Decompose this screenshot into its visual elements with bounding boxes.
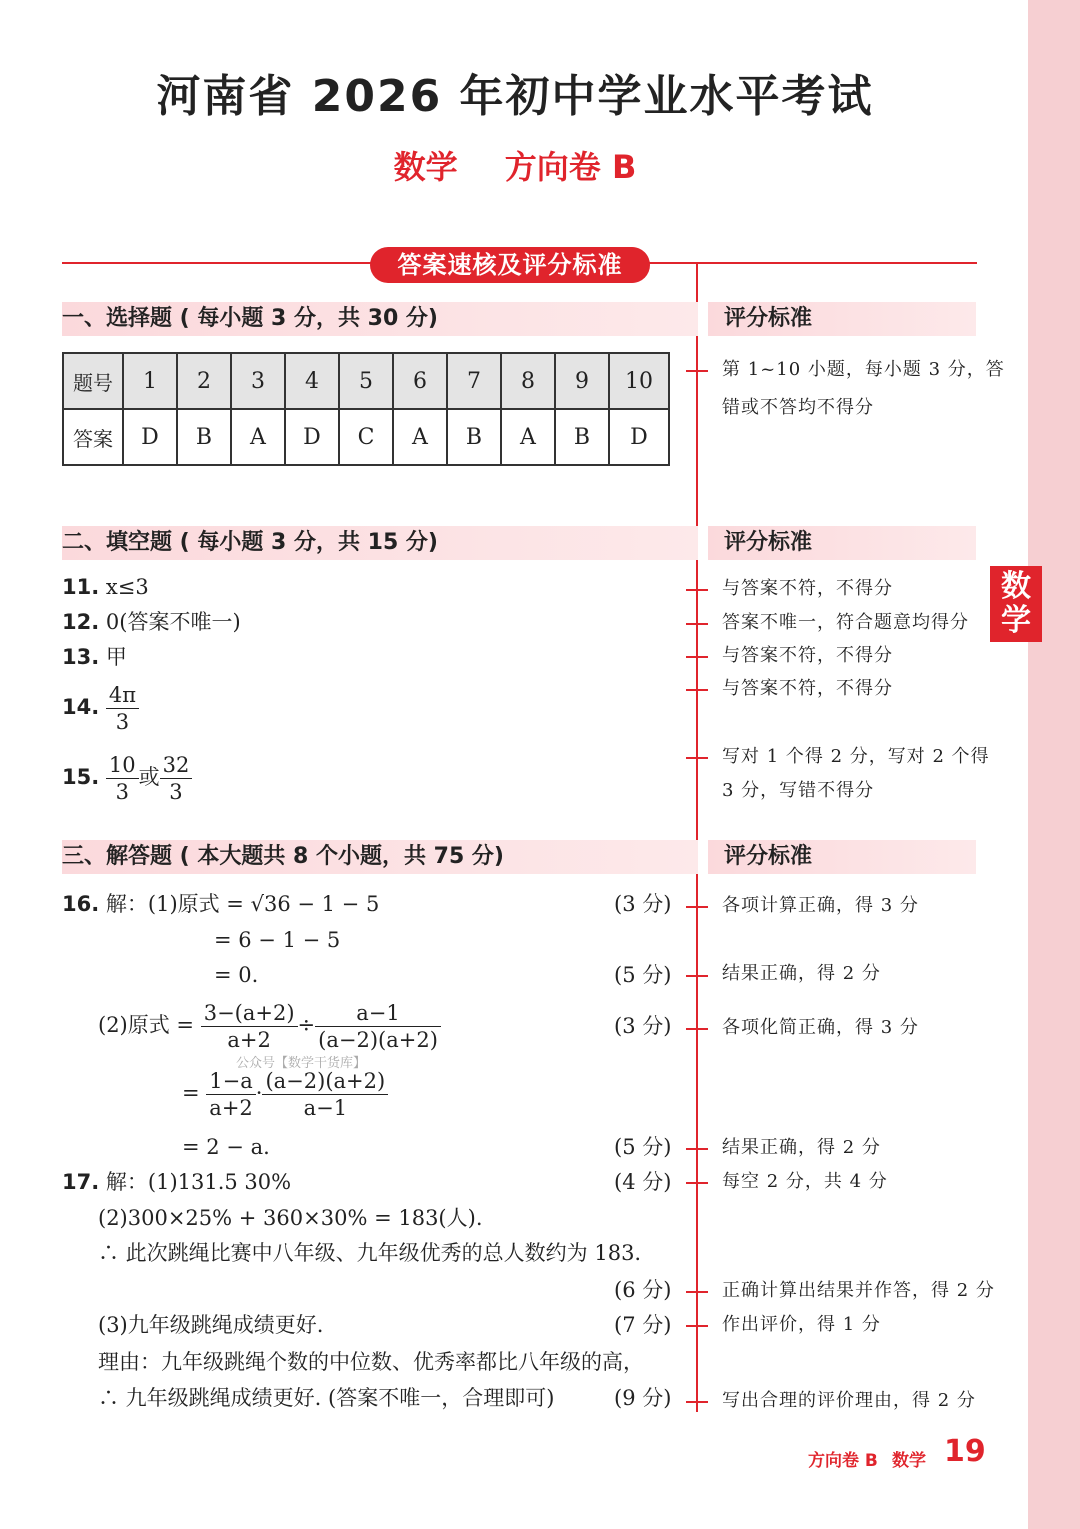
numerator: 32 (160, 752, 193, 779)
denominator: a+2 (209, 1096, 253, 1120)
question-number: 17. (62, 1170, 100, 1194)
divider-vertical (696, 262, 698, 1412)
page-edge-strip (1028, 0, 1080, 1529)
section-header-choice (62, 302, 698, 336)
question-number: 15. (62, 765, 100, 789)
q17-line-6: ∴ 九年级跳绳成绩更好. (答案不唯一，合理即可) (98, 1386, 555, 1410)
section-title: 一、选择题 ( 每小题 3 分，共 30 分) (62, 306, 438, 331)
criteria-title: 评分标准 (724, 844, 813, 869)
section-title: 三、解答题 ( 本大题共 8 个小题，共 75 分) (62, 844, 504, 869)
question-number: 16. (62, 892, 100, 916)
section-header-solve (62, 840, 698, 874)
denominator: 3 (169, 780, 183, 804)
table-cell: 2 (177, 353, 231, 409)
table-cell: 6 (393, 353, 447, 409)
question-number: 12. (62, 610, 100, 634)
numerator: a−1 (315, 1000, 441, 1027)
score-label: (4 分) (614, 1170, 672, 1194)
denominator: 3 (115, 710, 130, 734)
criteria-header-solve (708, 840, 976, 874)
q16-line-4 (98, 1000, 441, 1053)
fraction (160, 752, 193, 805)
criteria-note: 与答案不符，不得分 (722, 645, 893, 666)
criteria-tick (686, 906, 708, 908)
q17-line-5: 理由：九年级跳绳个数的中位数、优秀率都比八年级的高， (98, 1350, 644, 1374)
score-label: (5 分) (614, 1135, 672, 1159)
numerator: 10 (106, 752, 139, 779)
table-cell: A (393, 409, 447, 465)
denominator: 3 (115, 780, 129, 804)
criteria-tick (686, 1148, 708, 1150)
subject-side-tab: 数学 (990, 566, 1042, 642)
criteria-tick (686, 689, 708, 691)
page-number: 19 (944, 1434, 986, 1469)
table-cell: A (501, 409, 555, 465)
table-cell: D (285, 409, 339, 465)
denominator: (a−2)(a+2) (318, 1028, 438, 1052)
section-banner: 答案速核及评分标准 (370, 247, 650, 283)
table-cell: 4 (285, 353, 339, 409)
footer-subject: 数学 (892, 1451, 926, 1471)
criteria-header-choice (708, 302, 976, 336)
criteria-note: 写对 1 个得 2 分，写对 2 个得 (722, 746, 990, 767)
table-row (63, 409, 669, 465)
criteria-tick (686, 1401, 708, 1403)
criteria-note: 第 1~10 小题，每小题 3 分，答 (722, 359, 1005, 380)
q17-line-3: ∴ 此次跳绳比赛中八年级、九年级优秀的总人数约为 183. (98, 1241, 642, 1265)
score-label: (3 分) (614, 892, 672, 916)
section-header-fill (62, 526, 698, 560)
operator: · (255, 1081, 263, 1105)
criteria-tick (686, 1325, 708, 1327)
criteria-note: 各项化简正确，得 3 分 (722, 1017, 919, 1038)
numerator: (a−2)(a+2) (262, 1068, 388, 1095)
subject-label: 数学 (393, 148, 458, 186)
answer-14 (62, 682, 139, 735)
criteria-note: 每空 2 分，共 4 分 (722, 1171, 888, 1192)
or-text: 或 (138, 765, 160, 789)
fraction (106, 682, 139, 735)
criteria-title: 评分标准 (724, 530, 813, 555)
criteria-note: 3 分，写错不得分 (722, 780, 875, 801)
question-number: 11. (62, 575, 100, 599)
table-cell: A (231, 409, 285, 465)
solution-text: (2)原式 = (98, 1013, 195, 1037)
table-cell: B (555, 409, 609, 465)
score-label: (9 分) (614, 1386, 672, 1410)
watermark: 公众号【数学干货库】 (236, 1056, 367, 1071)
numerator: 1−a (206, 1068, 255, 1095)
q17-line-1 (62, 1169, 291, 1195)
numerator: 4π (106, 682, 139, 709)
table-cell: 3 (231, 353, 285, 409)
denominator: a−1 (303, 1096, 348, 1120)
criteria-tick (686, 370, 708, 372)
table-cell: 1 (123, 353, 177, 409)
answer-12 (62, 609, 241, 635)
score-label: (3 分) (614, 1014, 672, 1038)
criteria-note: 结果正确，得 2 分 (722, 1137, 881, 1158)
table-cell: 7 (447, 353, 501, 409)
score-label: (6 分) (614, 1278, 672, 1302)
answer-text: x≤3 (105, 575, 149, 599)
criteria-note: 各项计算正确，得 3 分 (722, 895, 919, 916)
section-title: 二、填空题 ( 每小题 3 分，共 15 分) (62, 530, 438, 555)
criteria-tick (686, 1028, 708, 1030)
criteria-note: 作出评价，得 1 分 (722, 1314, 881, 1335)
page-subtitle (0, 142, 1030, 188)
page-title: 河南省 2026 年初中学业水平考试 (156, 71, 874, 122)
row-label: 答案 (63, 409, 123, 465)
criteria-tick (686, 623, 708, 625)
criteria-note: 与答案不符，不得分 (722, 578, 893, 599)
table-cell: 9 (555, 353, 609, 409)
criteria-tick (686, 656, 708, 658)
fraction (201, 1000, 298, 1053)
table-cell: B (447, 409, 501, 465)
criteria-note: 结果正确，得 2 分 (722, 963, 881, 984)
table-cell: B (177, 409, 231, 465)
q16-line-3: = 0. (214, 963, 259, 987)
operator: ÷ (297, 1013, 316, 1037)
paper-label: 方向卷 B (504, 148, 637, 186)
criteria-tick (686, 589, 708, 591)
table-cell: 8 (501, 353, 555, 409)
criteria-header-fill (708, 526, 976, 560)
operator: = (182, 1081, 200, 1105)
table-cell: D (123, 409, 177, 465)
table-cell: C (339, 409, 393, 465)
criteria-note: 写出合理的评价理由，得 2 分 (722, 1390, 976, 1411)
criteria-tick (686, 757, 708, 759)
criteria-title: 评分标准 (724, 306, 813, 331)
criteria-note: 与答案不符，不得分 (722, 678, 893, 699)
score-label: (5 分) (614, 963, 672, 987)
criteria-tick (686, 1182, 708, 1184)
answer-11 (62, 574, 149, 600)
solution-text: 解：(1)131.5 30% (105, 1170, 292, 1194)
q16-line-5 (182, 1068, 388, 1121)
solution-text: 解：(1)原式 = √36 − 1 − 5 (105, 892, 380, 916)
criteria-tick (686, 1291, 708, 1293)
criteria-note: 正确计算出结果并作答，得 2 分 (722, 1280, 995, 1301)
answer-text: 甲 (105, 645, 127, 669)
answer-text: 0(答案不唯一) (105, 610, 241, 634)
numerator: 3−(a+2) (201, 1000, 298, 1027)
table-cell: 10 (609, 353, 669, 409)
fraction (262, 1068, 388, 1121)
answer-15 (62, 752, 192, 805)
fraction (106, 752, 139, 805)
criteria-note: 答案不唯一，符合题意均得分 (722, 612, 969, 633)
fraction (206, 1068, 255, 1121)
footer-paper: 方向卷 B (808, 1451, 878, 1471)
question-number: 14. (62, 695, 100, 719)
denominator: a+2 (227, 1028, 271, 1052)
question-number: 13. (62, 645, 100, 669)
table-cell: 5 (339, 353, 393, 409)
criteria-tick (686, 975, 708, 977)
row-label: 题号 (63, 353, 123, 409)
q17-line-2: (2)300×25% + 360×30% = 183(人). (98, 1206, 483, 1230)
q16-line-2: = 6 − 1 − 5 (214, 928, 341, 952)
table-row (63, 353, 669, 409)
score-label: (7 分) (614, 1313, 672, 1337)
q16-line-1 (62, 891, 379, 917)
q17-line-4: (3)九年级跳绳成绩更好. (98, 1313, 324, 1337)
answer-13 (62, 644, 127, 670)
q16-line-6: = 2 − a. (182, 1135, 270, 1159)
fraction (315, 1000, 441, 1053)
criteria-note: 错或不答均不得分 (722, 397, 874, 418)
table-cell: D (609, 409, 669, 465)
choice-answer-table (62, 352, 670, 466)
